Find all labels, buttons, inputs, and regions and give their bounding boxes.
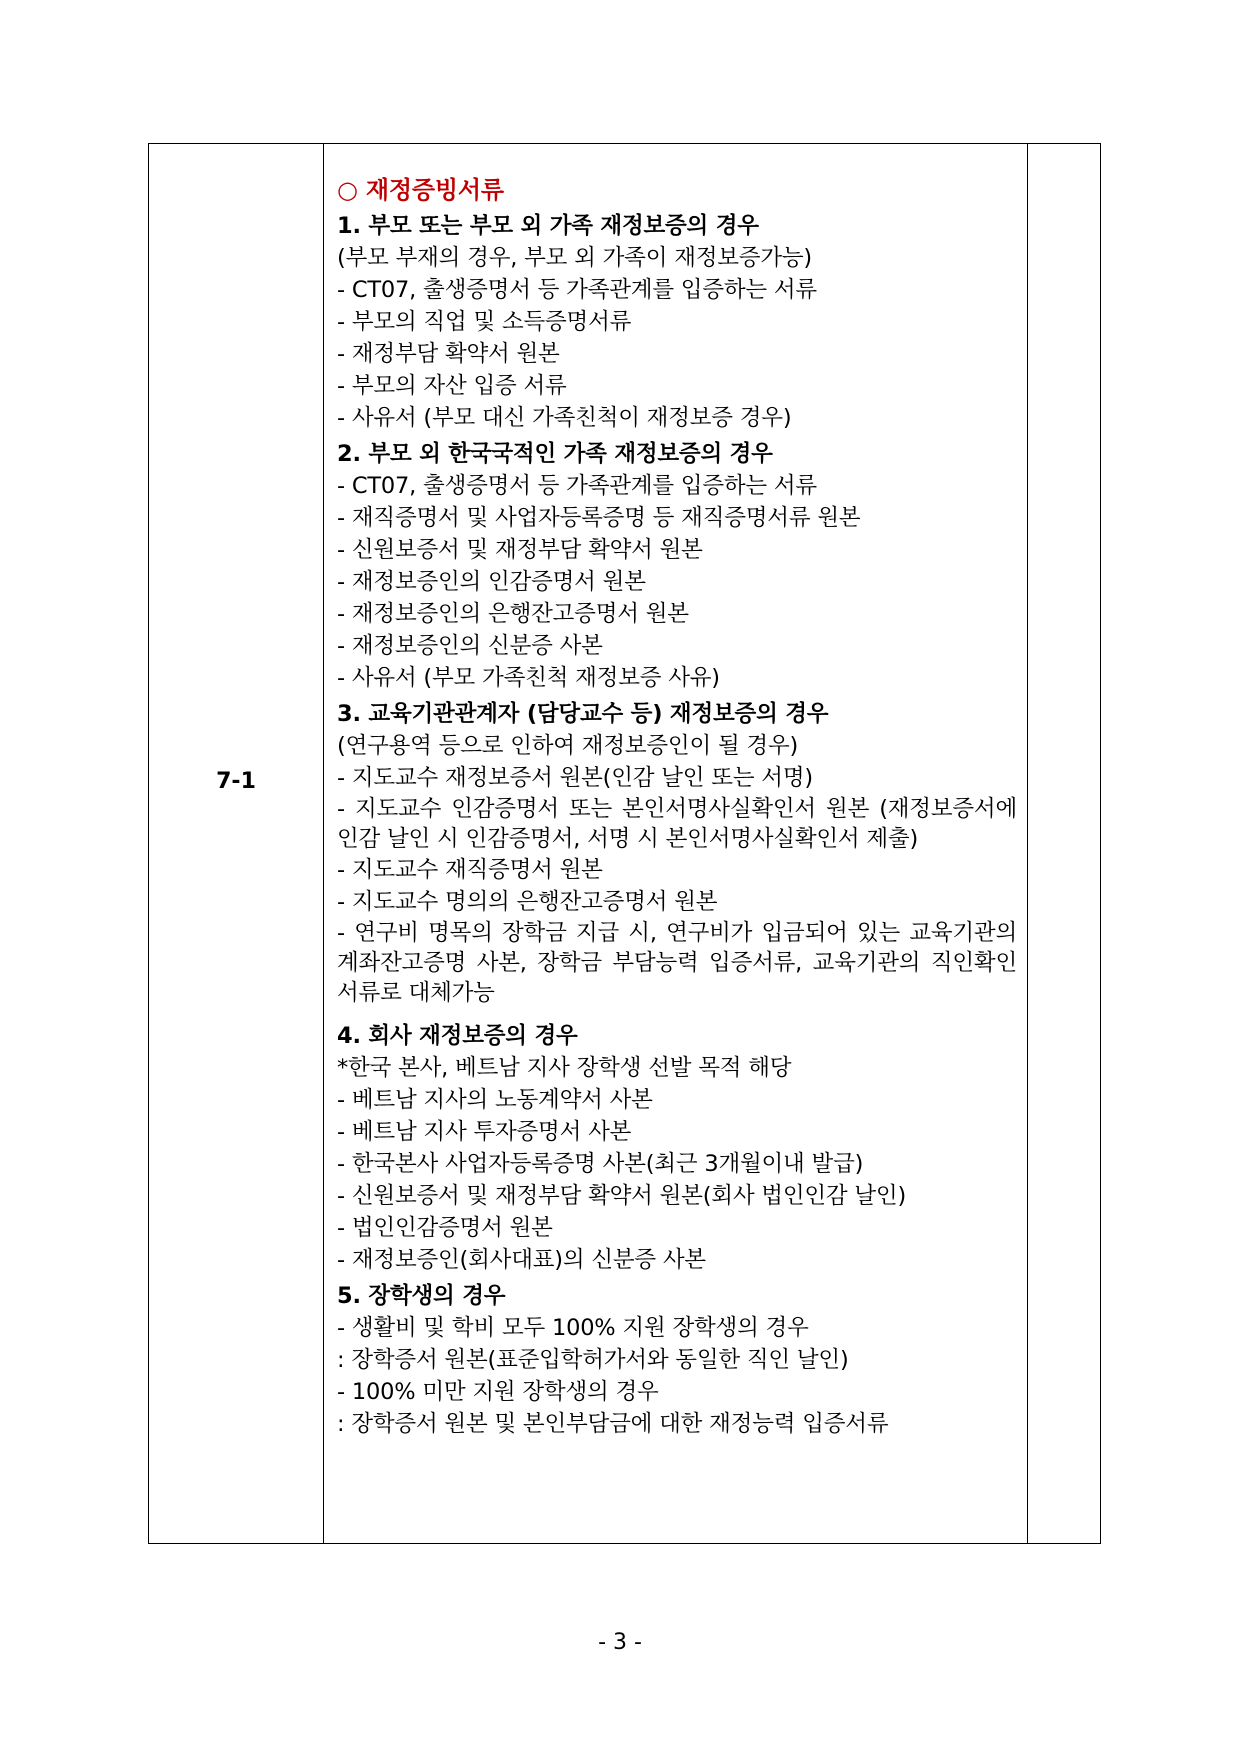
list-item: - 신원보증서 및 재정부담 확약서 원본(회사 법인인감 날인) [337, 1183, 907, 1209]
list-item: - 지도교수 명의의 은행잔고증명서 원본 [337, 889, 718, 915]
list-item: - 재정보증인의 은행잔고증명서 원본 [337, 601, 689, 627]
list-item: - 지도교수 재정보증서 원본(인감 날인 또는 서명) [337, 765, 813, 791]
list-item: - 사유서 (부모 가족친척 재정보증 사유) [337, 665, 720, 691]
list-item: - 100% 미만 지원 장학생의 경우 [337, 1379, 659, 1405]
list-item: - 지도교수 인감증명서 또는 본인서명사실확인서 원본 (재정보증서에 인감 날인 시 인감증명서, 서명 시 본인서명사실확인서 제출) [337, 796, 1017, 852]
requirements-table [148, 143, 1101, 1544]
list-item: - 베트남 지사 투자증명서 사본 [337, 1119, 632, 1145]
list-item: - 재정보증인(회사대표)의 신분증 사본 [337, 1247, 706, 1273]
subsection-title: 2. 부모 외 한국국적인 가족 재정보증의 경우 [337, 441, 773, 467]
list-item: - 부모의 직업 및 소득증명서류 [337, 309, 632, 335]
list-item: - 재정보증인의 신분증 사본 [337, 633, 603, 659]
row-number-label: 7-1 [216, 769, 256, 794]
list-item: - 지도교수 재직증명서 원본 [337, 857, 603, 883]
section-title: ○ 재정증빙서류 [337, 176, 504, 204]
list-item: - 한국본사 사업자등록증명 사본(최근 3개월이내 발급) [337, 1151, 864, 1177]
subsection-title: 1. 부모 또는 부모 외 가족 재정보증의 경우 [337, 213, 759, 239]
list-item: - 연구비 명목의 장학금 지급 시, 연구비가 입금되어 있는 교육기관의 계좌잔고증명 사본, 장학금 부담능력 입증서류, 교육기관의 직인확인서류로 대체가능 [337, 920, 1017, 1006]
list-item: - CT07, 출생증명서 등 가족관계를 입증하는 서류 [337, 277, 817, 303]
list-item: : 장학증서 원본(표준입학허가서와 동일한 직인 날인) [337, 1347, 849, 1373]
list-item: - 재정부담 확약서 원본 [337, 341, 560, 367]
list-item: - 부모의 자산 입증 서류 [337, 373, 567, 399]
column-divider [1027, 144, 1028, 1543]
list-item: - 사유서 (부모 대신 가족친척이 재정보증 경우) [337, 405, 792, 431]
list-item: (연구용역 등으로 인하여 재정보증인이 될 경우) [337, 733, 799, 759]
column-divider [323, 144, 324, 1543]
page-number: - 3 - [598, 1630, 642, 1655]
list-item: - 재정보증인의 인감증명서 원본 [337, 569, 646, 595]
subsection-title: 5. 장학생의 경우 [337, 1283, 506, 1309]
list-item: : 장학증서 원본 및 본인부담금에 대한 재정능력 입증서류 [337, 1411, 889, 1437]
list-item: - 생활비 및 학비 모두 100% 지원 장학생의 경우 [337, 1315, 809, 1341]
list-item: - 법인인감증명서 원본 [337, 1215, 553, 1241]
list-item: - 베트남 지사의 노동계약서 사본 [337, 1087, 653, 1113]
list-item: - CT07, 출생증명서 등 가족관계를 입증하는 서류 [337, 473, 817, 499]
subsection-title: 3. 교육기관관계자 (담당교수 등) 재정보증의 경우 [337, 701, 829, 727]
list-item: - 신원보증서 및 재정부담 확약서 원본 [337, 537, 703, 563]
list-item: (부모 부재의 경우, 부모 외 가족이 재정보증가능) [337, 245, 812, 271]
list-item: *한국 본사, 베트남 지사 장학생 선발 목적 해당 [337, 1055, 792, 1081]
content-cell [337, 174, 1017, 1440]
list-item: - 재직증명서 및 사업자등록증명 등 재직증명서류 원본 [337, 505, 861, 531]
subsection-title: 4. 회사 재정보증의 경우 [337, 1023, 578, 1049]
